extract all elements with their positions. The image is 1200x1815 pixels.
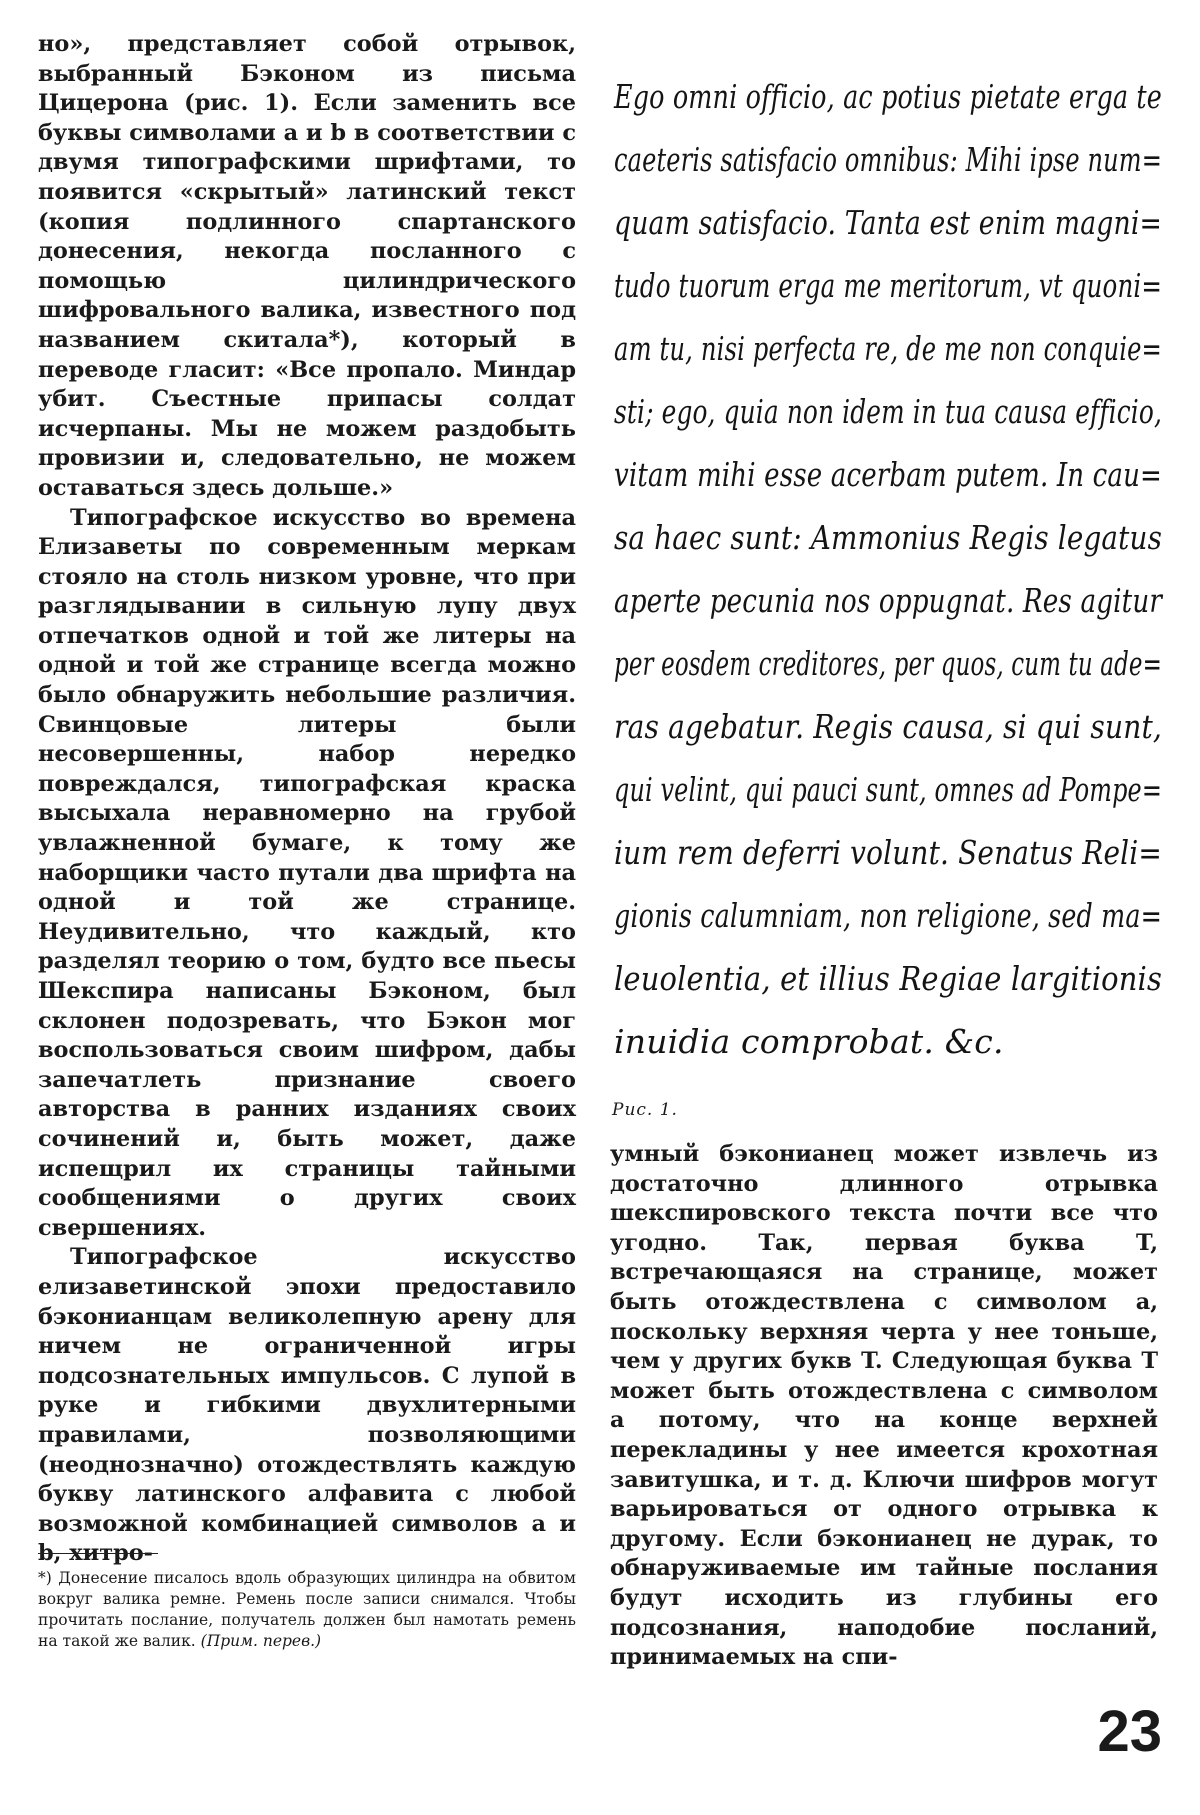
handwriting-line: per eosdem creditores, per quos, cum tu ade=	[614, 644, 1162, 683]
handwriting-line: tudo tuorum erga me meritorum, vt quoni=	[614, 266, 1162, 305]
footnote-divider	[38, 1553, 158, 1554]
paragraph: Типографское искусство елизаветинской эпохи предоставило бэконианцам великолепную арену для ничем не ограниченной игры подсознательных импульсов. С лупой в руке и гибкими двухлитерными правилами, позволяющими (неоднозначно) отождествлять каждую букву латинского алфавита с любой возможной комбинацией символов a и b, хитро-	[38, 1244, 576, 1567]
handwriting-line: inuidia comprobat. &c.	[614, 1022, 1004, 1061]
handwriting-line: ium rem deferri volunt. Senatus Reli=	[614, 833, 1162, 872]
footnote	[38, 1568, 576, 1652]
handwriting-image	[610, 48, 1170, 1088]
footnote-text: Донесение писалось вдоль образующих цилиндра на обвитом вокруг валика ремне. Ремень после записи снимался. Чтобы прочитать послание, получатель должен был намотать ремень на такой же валик.	[38, 1569, 576, 1650]
handwriting-line: qui velint, qui pauci sunt, omnes ad Pompe=	[614, 770, 1162, 809]
footnote-marker: *)	[38, 1569, 52, 1587]
handwriting-line: caeteris satisfacio omnibus: Mihi ipse num=	[614, 140, 1162, 179]
handwriting-line: quam satisfacio. Tanta est enim magni=	[614, 203, 1162, 242]
handwriting-line: ras agebatur. Regis causa, si qui sunt,	[614, 707, 1162, 746]
handwriting-line: sti; ego, quia non idem in tua causa efficio,	[614, 392, 1162, 431]
footnote-note: (Прим. перев.)	[200, 1632, 322, 1650]
handwriting-line: gionis calumniam, non religione, sed ma=	[614, 896, 1162, 935]
handwriting-figure	[610, 48, 1170, 1088]
paragraph: Типографское искусство во времена Елизаветы по современным меркам стояло на столь низком уровне, что при разглядывании в сильную лупу двух отпечатков одной и той же литеры на одной и той же странице всегда можно было обнаружить небольшие различия. Свинцовые литеры были несовершенны, набор нередко повреждался, типографская краска высыхала неравномерно на грубой увлажненной бумаге, к тому же наборщики часто путали два шрифта на одной и той же странице. Неудивительно, что каждый, кто разделял теорию о том, будто все пьесы Шекспира написаны Бэконом, был склонен подозревать, что Бэкон мог воспользоваться своим шифром, дабы запечатлеть признание своего авторства в ранних изданиях своих сочинений и, быть может, даже испещрил их страницы тайными сообщениями о других своих свершениях.	[38, 504, 576, 1241]
handwriting-line: am tu, nisi perfecta re, de me non conquie=	[614, 329, 1162, 368]
paragraph: умный бэконианец может извлечь из достаточно длинного отрывка шекспировского текста почти все что угодно. Так, первая буква T, встречающаяся на странице, может быть отождествлена с символом a, поскольку верхняя черта у нее тоньше, чем у других букв T. Следующая буква T может быть отождествлена с символом a потому, что на конце верхней перекладины у нее имеется крохотная завитушка, и т. д. Ключи шифров могут варьироваться от одного отрывка к другому. Если бэконианец не дурак, то обнаруживаемые им тайные послания будут исходить из глубины его подсознания, наподобие посланий, принимаемых на спи-	[610, 1141, 1158, 1671]
handwriting-line: sa haec sunt: Ammonius Regis legatus	[614, 518, 1162, 557]
page-number: 23	[1097, 1699, 1162, 1764]
handwriting-line: leuolentia, et illius Regiae largitionis	[614, 959, 1162, 998]
left-text-column	[38, 30, 576, 1569]
right-text-column	[610, 1140, 1158, 1673]
figure-caption: Рис. 1.	[612, 1100, 678, 1120]
paragraph: но», представляет собой отрывок, выбранный Бэконом из письма Цицерона (рис. 1). Если заменить все буквы символами a и b в соответствии с двумя типографскими шрифтами, то появится «скрытый» латинский текст (копия подлинного спартанского донесения, некогда посланного с помощью цилиндрического шифровального валика, известного под названием скитала*), который в переводе гласит: «Все пропало. Миндар убит. Съестные припасы солдат исчерпаны. Мы не можем раздобыть провизии и, следовательно, не можем оставаться здесь дольше.»	[38, 31, 576, 501]
handwriting-line: aperte pecunia nos oppugnat. Res agitur	[614, 581, 1164, 620]
handwriting-line: Ego omni officio, ac potius pietate erga te	[613, 77, 1162, 116]
handwriting-line: vitam mihi esse acerbam putem. In cau=	[614, 455, 1162, 494]
